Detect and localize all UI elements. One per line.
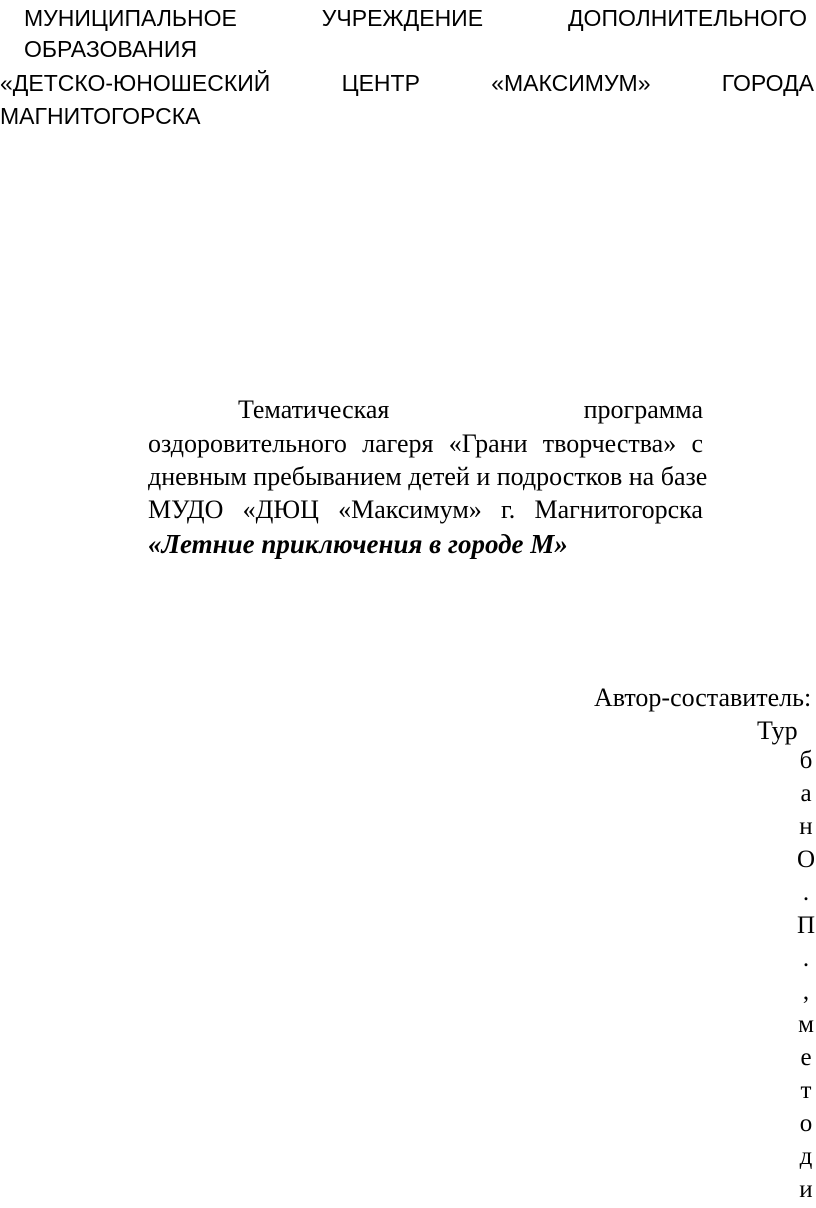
- header-word: МУНИЦИПАЛЬНОЕ: [24, 5, 237, 31]
- program-title-accent: «Летние приключения в городе М»: [148, 529, 568, 559]
- author-char: н: [799, 813, 813, 840]
- title-word: Магнитогорска: [534, 495, 703, 524]
- title-word: лагеря: [362, 429, 434, 458]
- header-line-2: ОБРАЗОВАНИЯ: [24, 36, 198, 62]
- title-word: программа: [583, 395, 703, 424]
- author-char: е: [800, 1044, 812, 1071]
- author-char: и: [799, 1176, 813, 1203]
- title-word: оздоровительного: [148, 429, 347, 458]
- title-word: «Грани: [448, 429, 528, 458]
- title-word: Тематическая: [238, 395, 390, 424]
- author-vertical-text: [793, 744, 816, 1206]
- title-word: МУДО: [148, 495, 224, 524]
- author-char: .: [802, 945, 810, 972]
- title-word: г.: [501, 495, 516, 524]
- author-char: а: [800, 780, 812, 807]
- header-word: «МАКСИМУМ»: [491, 70, 651, 96]
- author-char: о: [799, 1110, 813, 1137]
- title-word: творчества»: [542, 429, 677, 458]
- title-word: с: [691, 429, 703, 458]
- author-label: Автор-составитель:: [594, 683, 812, 712]
- title-line-4: [148, 493, 703, 527]
- header-word: «ДЕТСКО-ЮНОШЕСКИЙ: [0, 70, 271, 96]
- header-line-3: [0, 68, 814, 98]
- title-word: «Максимум»: [338, 495, 482, 524]
- header-line-4: МАГНИТОГОРСКА: [0, 103, 201, 129]
- author-char: О: [796, 846, 816, 873]
- author-char: П: [796, 912, 816, 939]
- author-char: ,: [802, 978, 810, 1005]
- title-word: «ДЮЦ: [242, 495, 319, 524]
- author-char: б: [799, 747, 813, 774]
- header-word: ЦЕНТР: [341, 70, 420, 96]
- title-line-2: [148, 427, 703, 461]
- author-name-start: Тур: [757, 716, 798, 745]
- header-word: УЧРЕЖДЕНИЕ: [321, 5, 484, 31]
- header-word: ДОПОЛНИТЕЛЬНОГО: [567, 5, 807, 31]
- author-char: м: [798, 1011, 814, 1038]
- author-char: т: [800, 1077, 812, 1104]
- title-line-1: [238, 393, 703, 427]
- header-line-1: [24, 3, 807, 33]
- title-line-3: дневным пребыванием детей и подростков на базе: [148, 462, 708, 491]
- author-char: .: [802, 879, 810, 906]
- author-char: д: [799, 1143, 813, 1170]
- header-word: ГОРОДА: [721, 70, 814, 96]
